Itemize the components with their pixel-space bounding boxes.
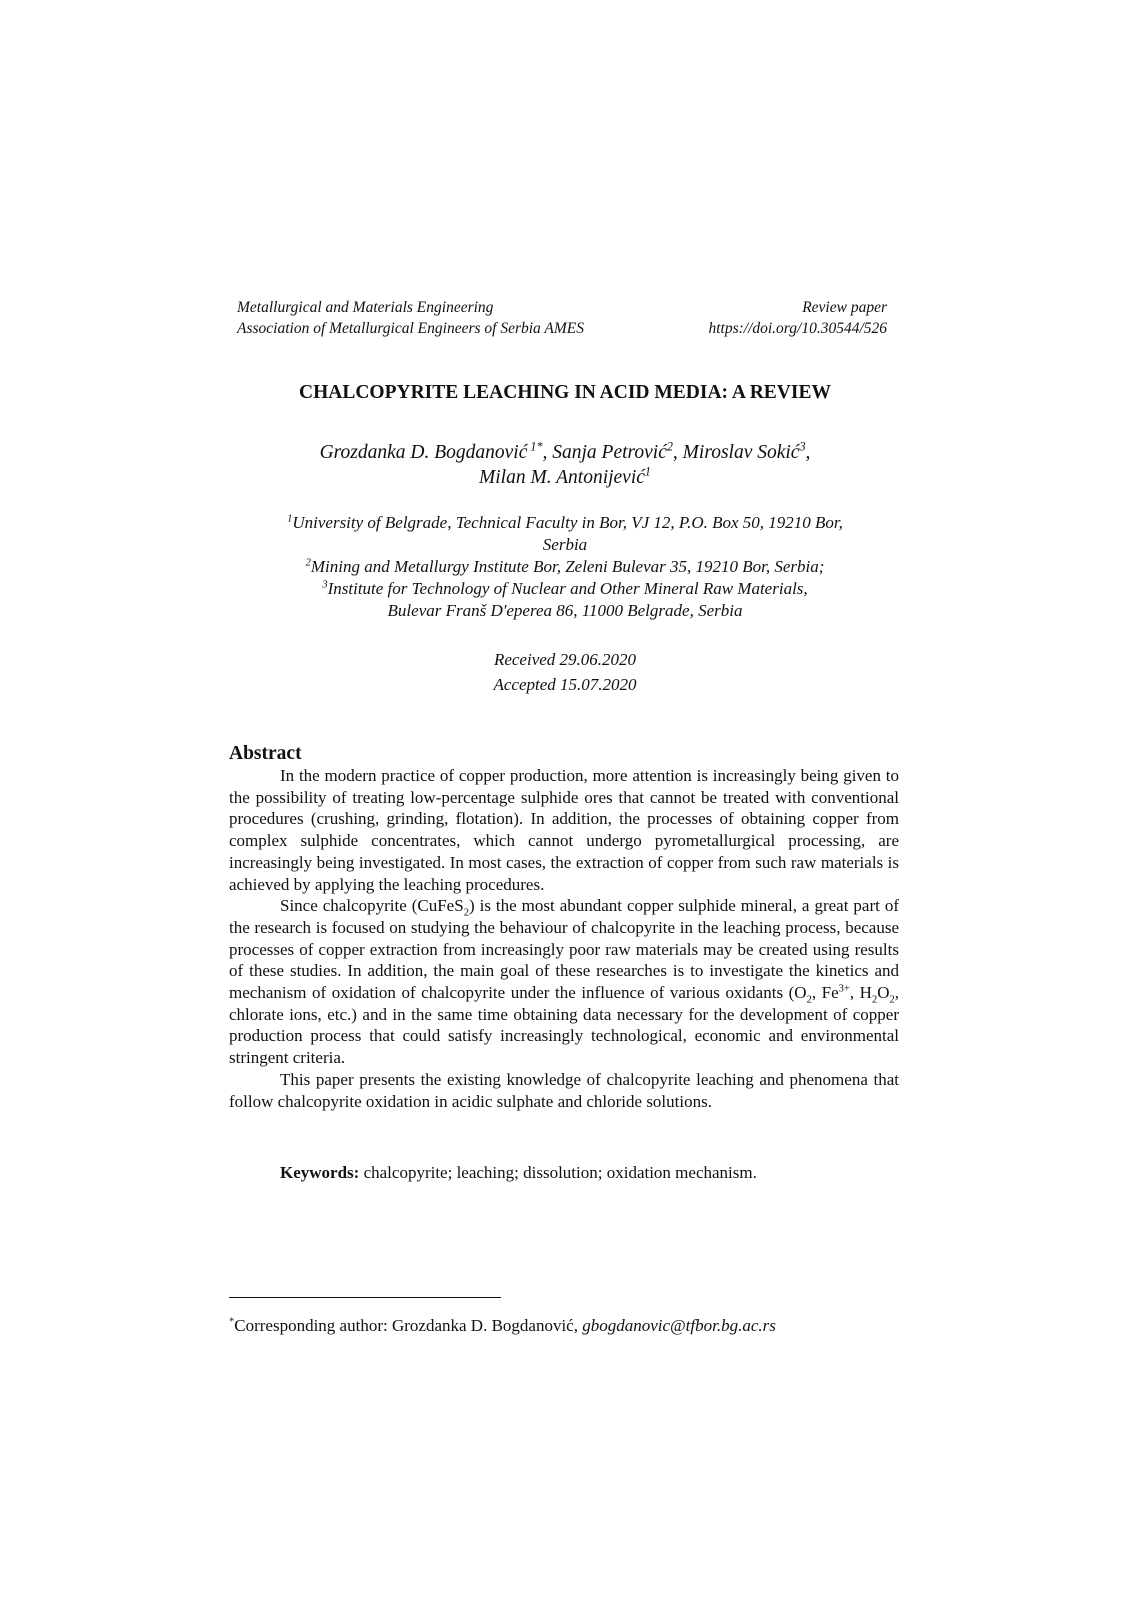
keywords-label: Keywords: [280,1163,360,1182]
superscript: 3+ [838,983,850,995]
subscript: 2 [889,994,895,1006]
received-date: Received 29.06.2020 [493,650,637,669]
affiliation-3-continued: Bulevar Franš D'eperea 86, 11000 Belgrade, Serbia [387,601,743,620]
running-header-row-2 [237,318,887,339]
abstract-body [229,765,899,1112]
affiliation-3-text: Institute for Technology of Nuclear and Other Mineral Raw Materials, [327,579,808,598]
doi-link[interactable]: https://doi.org/10.30544/526 [708,320,887,337]
author-3-marker: 3 [799,439,806,454]
running-header-row-1 [237,297,887,318]
affiliation-2-text: Mining and Metallurgy Institute Bor, Zeleni Bulevar 35, 19210 Bor, Serbia; [310,557,825,576]
abstract-paragraph-2 [229,895,899,1069]
subscript: 2 [871,994,878,1006]
footnote-text: Corresponding author: Grozdanka D. Bogdanović, [234,1316,583,1335]
author-2: Sanja Petrović [552,442,667,463]
author-list: Grozdanka D. Bogdanović $^{1*}$, Sanja Petrović$^2$, Miroslav Sokić$^3$, Milan M. Antonijević$^1$ [319,439,811,488]
accepted-date: Accepted 15.07.2020 [493,675,637,694]
submission-dates [180,647,950,697]
subscript: 2 [806,994,812,1006]
journal-name: Metallurgical and Materials Engineering [237,299,494,316]
footnote-divider [229,1297,501,1298]
subscript: 2 [463,907,469,919]
author-4: Milan M. Antonijević [479,467,645,488]
footnote-marker: * [229,1316,235,1328]
association-name: Association of Metallurgical Engineers of Serbia AMES [237,320,584,337]
paper-type: Review paper [802,299,887,316]
abstract-p2-part-d: , H [849,983,872,1003]
affiliation-1-text: University of Belgrade, Technical Faculty in Bor, VJ 12, P.O. Box 50, 19210 Bor, [292,513,843,532]
abstract-p2-part-e: O [877,983,890,1003]
abstract-p2-part-a: Since chalcopyrite (CuFeS [280,896,464,916]
author-3: Miroslav Sokić [682,442,800,463]
abstract-paragraph-3: This paper presents the existing knowledge of chalcopyrite leaching and phenomena that follow chalcopyrite oxidation in acidic sulphate and chloride solutions. [229,1069,899,1111]
affiliation-3 [180,578,950,600]
affiliation-1-continued: Serbia [542,535,588,554]
affiliation-list [180,512,950,622]
abstract-heading: Abstract [229,743,302,764]
running-header [237,297,887,339]
abstract-p2-part-c: , Fe [811,983,839,1003]
affiliation-2 [180,556,950,578]
keywords-text: chalcopyrite; leaching; dissolution; oxidation mechanism. [359,1163,757,1182]
affiliation-3-marker: 3 [322,579,328,591]
abstract-p2-part-b: ) is the most abundant copper sulphide mineral, a great part of the research is focused on studying the behaviour of chalcopyrite in the leaching process, because processes of copper extraction from increasingly poor raw materials may be created using results of these studies. In addition, the main goal of these researches is to investigate the kinetics and mechanism of oxidation of chalcopyrite under the influence of various oxidants (O [229,896,899,1003]
author-1-marker: 1* [530,439,543,454]
keywords-line [280,1162,757,1184]
author-1: Grozdanka D. Bogdanović [319,442,528,463]
affiliation-1-marker: 1 [287,513,293,525]
author-2-marker: 2 [666,439,673,454]
affiliation-2-marker: 2 [305,557,311,569]
corresponding-author-footnote [229,1315,776,1337]
abstract-p2-part-f: , chlorate ions, etc.) and in the same time obtaining data necessary for the development of copper production process that could satisfy increasingly technological, economic and environmental stringent criteria. [229,983,900,1068]
abstract-paragraph-1: In the modern practice of copper production, more attention is increasingly being given to the possibility of treating low-percentage sulphide ores that cannot be treated with conventional procedures (crushing, grinding, flotation). In addition, the processes of obtaining copper from complex sulphide concentrates, which cannot undergo pyrometallurgical processing, are increasingly being investigated. In most cases, the extraction of copper from such raw materials is achieved by applying the leaching procedures. [229,766,899,894]
affiliation-1 [180,512,950,534]
author-email-link[interactable]: gbogdanovic@tfbor.bg.ac.rs [582,1316,776,1335]
author-4-marker: 1 [644,464,651,479]
paper-title: CHALCOPYRITE LEACHING IN ACID MEDIA: A REVIEW [299,382,831,403]
